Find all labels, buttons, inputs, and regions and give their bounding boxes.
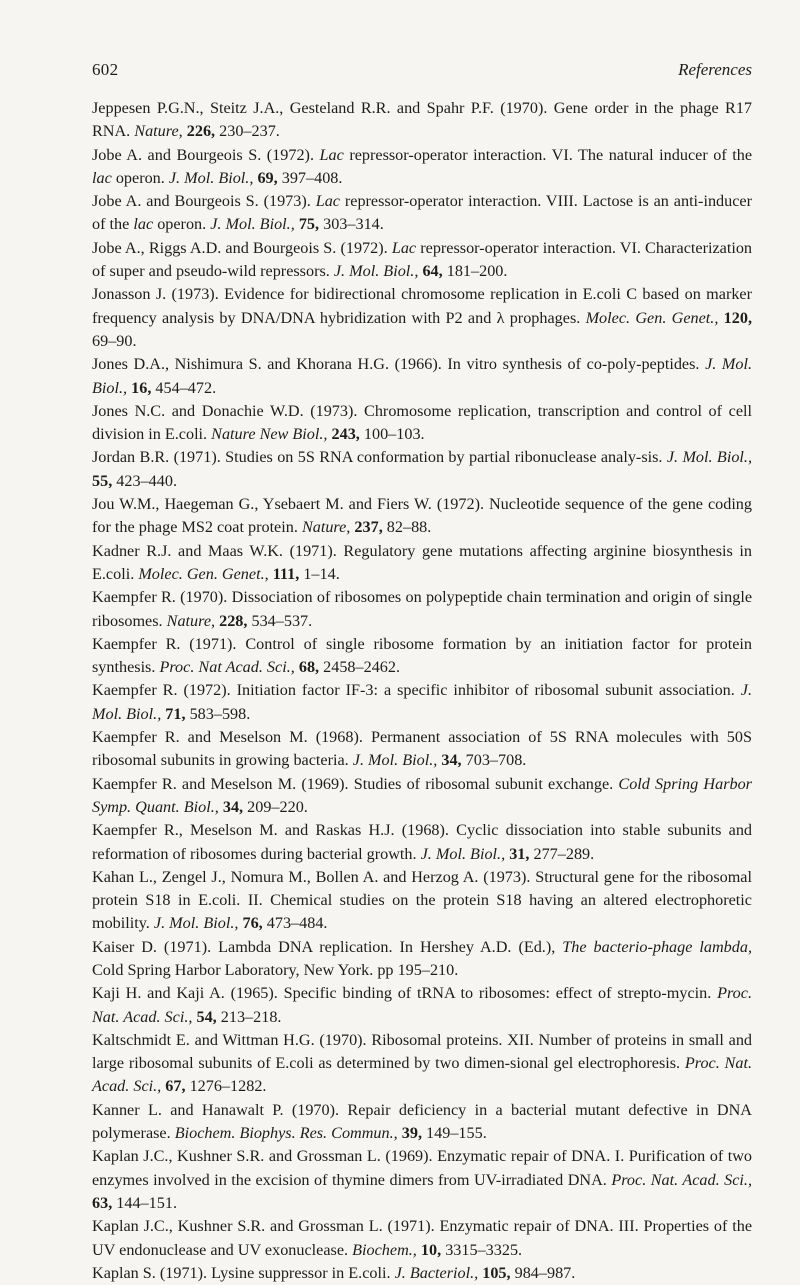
reference-journal: Proc. Nat. Acad. Sci.,	[92, 984, 753, 1026]
reference-authors: Jones N.C. and Donachie W.D. (1973).	[92, 401, 358, 420]
reference-volume: 105,	[482, 1263, 511, 1282]
reference-title: Repair deficiency in a bacterial mutant defective in DNA polymerase.	[92, 1100, 752, 1143]
reference-authors: Kaempfer R. (1971).	[92, 634, 237, 653]
reference-pages: 473–484.	[266, 914, 328, 933]
reference-journal: J. Mol. Biol.,	[153, 914, 239, 933]
reference-journal: Nature,	[301, 518, 351, 537]
reference-entry	[92, 1262, 752, 1285]
reference-pages: 144–151.	[116, 1193, 177, 1212]
reference-volume: 76,	[242, 914, 263, 933]
reference-title: operon.	[157, 215, 207, 234]
reference-title: Specific binding of tRNA to ribosomes: effect of strepto-mycin.	[283, 984, 712, 1003]
reference-journal: J. Mol. Biol.,	[92, 681, 752, 723]
reference-authors: Kaltschmidt E. and Wittman H.G. (1970).	[92, 1030, 367, 1049]
reference-authors: Jou W.M., Haegeman G., Ysebaert M. and Fiers W. (1972).	[92, 495, 485, 514]
reference-journal: Biochem.,	[352, 1240, 417, 1259]
reference-entry	[92, 190, 752, 237]
reference-volume: 69,	[257, 168, 278, 187]
reference-title: repressor-operator interaction. VI. The natural inducer of the	[349, 145, 753, 164]
reference-volume: 243,	[331, 425, 360, 444]
reference-authors: Kahan L., Zengel J., Nomura M., Bollen A. and Herzog A. (1973).	[92, 867, 531, 886]
reference-journal: Proc. Nat. Acad. Sci.,	[92, 1054, 752, 1096]
reference-journal: Nature,	[134, 122, 183, 141]
reference-journal: Biochem. Biophys. Res. Commun.,	[174, 1124, 398, 1143]
reference-pages: 583–598.	[189, 704, 251, 723]
reference-authors: Kaplan J.C., Kushner S.R. and Grossman L. (1971).	[92, 1217, 435, 1236]
reference-authors: Kaempfer R. and Meselson M. (1968).	[92, 728, 363, 747]
reference-authors: Kaplan S. (1971).	[92, 1263, 208, 1282]
reference-entry	[92, 400, 752, 447]
reference-authors: Jobe A. and Bourgeois S. (1972).	[92, 145, 314, 164]
reference-entry	[92, 866, 752, 936]
reference-title: Dissociation of ribosomes on polypeptide chain termination and origin of single ribosomes.	[92, 588, 752, 630]
reference-journal: Cold Spring Harbor Symp. Quant. Biol.,	[92, 774, 752, 816]
reference-title: Nucleotide sequence of the gene coding for the phage MS2 coat protein.	[92, 495, 752, 537]
reference-title: Cyclic dissociation into stable subunits and reformation of ribosomes during bacterial growth.	[92, 821, 753, 863]
reference-title: Structural gene for the ribosomal protein S18 in E.coli. II. Chemical studies on the protein S18 having an altered electrophoretic mobility.	[92, 867, 752, 933]
reference-title: Initiation factor IF-3: a specific inhibitor of ribosomal subunit association.	[236, 681, 735, 700]
section-title: References	[678, 60, 752, 79]
reference-title-italic: Lac	[391, 238, 417, 257]
reference-entry	[92, 633, 752, 680]
page-header	[92, 60, 752, 80]
reference-title: Studies on 5S RNA conformation by partial ribonuclease analy-sis.	[225, 448, 663, 467]
reference-volume: 71,	[165, 704, 186, 723]
reference-entry	[92, 726, 752, 773]
reference-entry	[92, 773, 752, 820]
reference-entry	[92, 586, 752, 633]
reference-entry	[92, 679, 752, 726]
reference-title: Lambda DNA replication. In Hershey A.D. (Ed.),	[218, 937, 556, 956]
reference-title: Lysine suppressor in E.coli.	[211, 1263, 391, 1282]
reference-volume: 64,	[422, 262, 443, 281]
reference-title: operon.	[115, 168, 165, 187]
reference-pages: 3315–3325.	[445, 1240, 523, 1259]
reference-authors: Kaiser D. (1971).	[92, 937, 212, 956]
reference-pages: 1276–1282.	[189, 1077, 267, 1096]
reference-authors: Kanner L. and Hanawalt P. (1970).	[92, 1100, 340, 1119]
reference-authors: Jordan B.R. (1971).	[92, 448, 221, 467]
reference-list	[92, 97, 752, 1285]
reference-volume: 16,	[131, 378, 152, 397]
reference-volume: 54,	[196, 1007, 217, 1026]
reference-title-italic: Lac	[319, 145, 344, 164]
reference-title: Permanent association of 5S RNA molecules with 50S ribosomal subunits in growing bacteria.	[92, 728, 752, 770]
reference-pages: 209–220.	[247, 797, 308, 816]
reference-entry	[92, 237, 752, 284]
reference-title: repressor-operator interaction. VIII. Lactose is an anti-inducer of the	[92, 192, 752, 234]
reference-pages: 100–103.	[363, 425, 425, 444]
reference-journal: Molec. Gen. Genet.,	[585, 308, 719, 327]
reference-entry	[92, 283, 752, 353]
reference-volume: 67,	[165, 1077, 186, 1096]
reference-pages: 230–237.	[219, 122, 280, 141]
reference-pages: 82–88.	[386, 518, 432, 537]
reference-title: Studies of ribosomal subunit exchange.	[353, 774, 614, 793]
reference-pages: Cold Spring Harbor Laboratory, New York. pp 195–210.	[92, 960, 459, 979]
reference-volume: 63,	[92, 1193, 113, 1212]
reference-journal: J. Mol. Biol.,	[420, 844, 506, 863]
reference-entry	[92, 446, 752, 493]
reference-journal: J. Mol. Biol.,	[352, 751, 438, 770]
reference-journal: J. Mol. Biol.,	[210, 215, 295, 234]
reference-pages: 397–408.	[281, 168, 343, 187]
reference-entry	[92, 353, 752, 400]
reference-entry	[92, 144, 752, 191]
reference-journal: J. Mol. Biol.,	[168, 168, 254, 187]
reference-title: Evidence for bidirectional chromosome replication in E.coli C based on marker frequency analysis by DNA/DNA hybridization with P2 and λ prophages.	[92, 285, 753, 327]
reference-journal: The bacterio-phage lambda,	[562, 937, 753, 956]
reference-authors: Jones D.A., Nishimura S. and Khorana H.G. (1966).	[92, 355, 442, 374]
reference-authors: Kaji H. and Kaji A. (1965).	[92, 984, 278, 1003]
reference-entry	[92, 936, 752, 983]
reference-entry	[92, 819, 752, 866]
reference-title-italic: Lac	[315, 192, 340, 211]
reference-entry	[92, 1215, 752, 1262]
reference-volume: 34,	[441, 751, 462, 770]
reference-authors: Kaempfer R., Meselson M. and Raskas H.J. (1968).	[92, 821, 449, 840]
reference-title-italic: lac	[92, 168, 112, 187]
page-number: 602	[92, 60, 119, 79]
reference-journal: J. Mol. Biol.,	[666, 448, 753, 467]
reference-title: In vitro synthesis of co-poly-peptides.	[447, 355, 700, 374]
reference-volume: 237,	[354, 518, 383, 537]
reference-volume: 226,	[186, 122, 216, 141]
reference-journal: J. Mol. Biol.,	[92, 355, 753, 397]
reference-journal: Proc. Nat Acad. Sci.,	[159, 658, 295, 677]
reference-volume: 34,	[222, 797, 244, 816]
reference-title: Enzymatic repair of DNA. III. Properties of the UV endonuclease and UV exonuclease.	[92, 1217, 753, 1259]
reference-pages: 213–218.	[220, 1007, 282, 1026]
reference-volume: 111,	[272, 564, 300, 583]
reference-authors: Jobe A. and Bourgeois S. (1973).	[92, 192, 311, 211]
reference-pages: 984–987.	[514, 1263, 576, 1282]
reference-authors: Jonasson J. (1973).	[92, 285, 219, 304]
reference-authors: Kadner R.J. and Maas W.K. (1971).	[92, 541, 337, 560]
reference-authors: Kaempfer R. and Meselson M. (1969).	[92, 774, 349, 793]
reference-volume: 120,	[723, 308, 752, 327]
reference-pages: 703–708.	[465, 751, 527, 770]
reference-pages: 181–200.	[446, 262, 508, 281]
reference-volume: 228,	[219, 611, 248, 630]
reference-entry	[92, 1145, 752, 1215]
reference-entry	[92, 540, 752, 587]
reference-title: Enzymatic repair of DNA. I. Purification of two enzymes involved in the excision of thymine dimers from UV-irradiated DNA.	[92, 1147, 753, 1189]
reference-pages: 534–537.	[251, 611, 313, 630]
reference-pages: 454–472.	[155, 378, 217, 397]
reference-title: Control of single ribosome formation by an initiation factor for protein synthesis.	[92, 634, 753, 677]
reference-entry	[92, 982, 752, 1029]
reference-volume: 31,	[509, 844, 530, 863]
reference-volume: 55,	[92, 471, 113, 490]
reference-title: Regulatory gene mutations affecting arginine biosynthesis in E.coli.	[92, 541, 752, 583]
reference-pages: 303–314.	[323, 215, 384, 234]
reference-authors: Kaempfer R. (1972).	[92, 681, 231, 700]
reference-pages: 2458–2462.	[323, 658, 401, 677]
reference-volume: 39,	[401, 1124, 422, 1143]
reference-title: Chromosome replication, transcription and control of cell division in E.coli.	[92, 401, 752, 444]
reference-entry	[92, 1029, 752, 1099]
reference-title-italic: lac	[133, 215, 154, 234]
reference-journal: Nature,	[166, 611, 216, 630]
reference-journal: Nature New Biol.,	[211, 425, 328, 444]
reference-journal: J. Mol. Biol.,	[333, 262, 419, 281]
reference-journal: Molec. Gen. Genet.,	[138, 564, 269, 583]
reference-volume: 75,	[298, 215, 320, 234]
reference-volume: 68,	[298, 658, 320, 677]
reference-authors: Kaplan J.C., Kushner S.R. and Grossman L. (1969).	[92, 1147, 433, 1166]
reference-pages: 423–440.	[116, 471, 177, 490]
reference-entry	[92, 1099, 752, 1146]
reference-entry	[92, 493, 752, 540]
reference-pages: 69–90.	[92, 331, 137, 350]
reference-pages: 1–14.	[303, 564, 340, 583]
reference-journal: J. Bacteriol.,	[394, 1263, 479, 1282]
reference-volume: 10,	[420, 1240, 442, 1259]
reference-title: Gene order in the phage R17 RNA.	[92, 99, 753, 141]
reference-authors: Jobe A., Riggs A.D. and Bourgeois S. (1972).	[92, 238, 388, 257]
reference-title: repressor-operator interaction. VI. Characterization of super and pseudo-wild repressors.	[92, 238, 753, 281]
reference-pages: 149–155.	[426, 1124, 487, 1143]
reference-authors: Kaempfer R. (1970).	[92, 588, 228, 607]
reference-pages: 277–289.	[533, 844, 595, 863]
reference-title: Ribosomal proteins. XII. Number of proteins in small and large ribosomal subunits of E.coli as determined by two dimen-sional gel electrophoresis.	[92, 1030, 753, 1073]
reference-authors: Jeppesen P.G.N., Steitz J.A., Gesteland R.R. and Spahr P.F. (1970).	[92, 99, 548, 117]
reference-entry	[92, 97, 752, 144]
reference-journal: Proc. Nat. Acad. Sci.,	[611, 1170, 753, 1189]
